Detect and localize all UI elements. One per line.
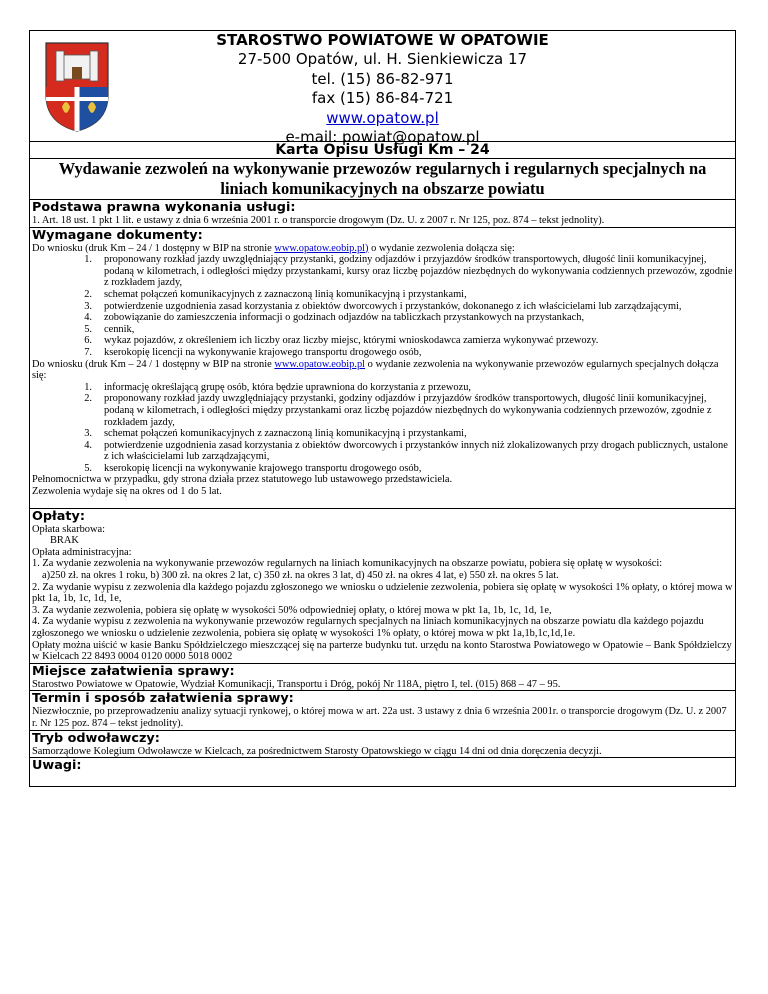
list-item-number: 3. [84,300,92,312]
bip-link[interactable]: www.opatow.eobip.pl) [274,242,369,254]
document-list-item [32,254,733,289]
header [30,31,735,147]
documents-list-2 [32,382,733,475]
list-item-number: 4. [84,439,92,451]
list-item-text: wykaz pojazdów, z określeniem ich liczby oraz liczby miejsc, którymi wnioskodawca zamierza wykonywać przewozy. [104,335,599,347]
bip-link[interactable]: www.opatow.eobip.pl [274,358,366,370]
list-item-text: proponowany rozkład jazdy uwzględniający przystanki, godziny odjazdów i przyjazdów środków transportowych, długość linii komunikacyjnej, podaną w kilometrach, i odległości między przystankami oraz liczbę pojazdów niezbędnych do wykonywania codziennych przewozów, zgodnie z rozkładem jazdy, [104,393,712,428]
section-documents [30,227,735,508]
card-title: Karta Opisu Usługi Km – 24 [30,141,735,158]
list-item-number: 2. [84,393,92,405]
section-deadline [30,690,735,729]
list-item-text: zobowiązanie do zamieszczenia informacji o godzinach odjazdów na tabliczkach przystankowych na przystankach, [104,312,585,324]
document-list-item [32,301,733,313]
document-list-item [32,312,733,324]
document-list-item [32,463,733,475]
list-item-text: potwierdzenie uzgodnienia zasad korzystania z obiektów dworcowych i przystanków, dokonanego z ich właścicielami lub zarządzającymi, [104,300,682,312]
document-frame [29,30,736,787]
fee-item: 3. Za wydanie zezwolenia, pobiera się opłatę w wysokości 50% odpowiedniej opłaty, o której mowa w pkt 1a, 1b, 1c, 1d, 1e, [32,604,552,616]
section-heading: Tryb odwoławczy: [32,730,160,746]
office-fax: fax (15) 86-84-721 [311,89,454,108]
document-list-item [32,382,733,394]
documents-list-1 [32,254,733,358]
website-link[interactable]: www.opatow.pl [326,108,439,127]
document-list-item [32,393,733,428]
documents-intro-1: Do wniosku (druk Km – 24 / 1 dostępny w BIP na stronie www.opatow.eobip.pl) o wydanie zezwolenia dołącza się: [32,242,515,254]
service-title: Wydawanie zezwoleń na wykonywanie przewozów regularnych i regularnych specjalnych na liniach komunikacyjnych na obszarze powiatu [30,158,735,199]
list-item-number: 5. [84,323,92,335]
list-item-number: 5. [84,462,92,474]
list-item-text: informację określającą grupę osób, która będzie uprawniona do korzystania z przewozu, [104,381,471,393]
list-item-text: schemat połączeń komunikacyjnych z zaznaczoną linią komunikacyjną i przystankami, [104,288,467,300]
fee-item: 1. Za wydanie zezwolenia na wykonywanie przewozów regularnych na liniach komunikacyjnych na obszarze powiatu, pobiera się opłatę w wysokości: [32,558,663,570]
section-legal-basis [30,199,735,227]
list-item-number: 3. [84,428,92,440]
section-remarks [30,757,735,786]
section-appeal [30,730,735,758]
document-list-item [32,347,733,359]
section-fees [30,508,735,663]
list-item-number: 4. [84,312,92,324]
section-heading: Opłaty: [32,508,85,524]
documents-note: Zezwolenia wydaje się na okres od 1 do 5 lat. [32,486,222,498]
document-list-item [32,289,733,301]
documents-intro-2: Do wniosku (druk Km – 24 / 1 dostępny w BIP na stronie www.opatow.eobip.pl o wydanie zezwolenia na wykonywanie przewozów egularnych specjalnych dołącza się: [32,358,719,382]
office-address: 27-500 Opatów, ul. H. Sienkiewicza 17 [237,50,528,69]
section-heading: Termin i sposób załatwienia sprawy: [32,691,294,707]
list-item-number: 6. [84,335,92,347]
office-info [30,31,735,147]
list-item-number: 7. [84,346,92,358]
place-text: Starostwo Powiatowe w Opatowie, Wydział Komunikacji, Transportu i Dróg, pokój Nr 118A, piętro I, tel. (015) 868 – 47 – 95. [32,678,561,690]
list-item-text: potwierdzenie uzgodnienia zasad korzystania z obiektów dworcowych i przystanków innych niż zlokalizowanych przy drogach publicznych, ustalone z ich właścicielami lub zarządzającymi, [104,439,728,463]
list-item-text: kserokopię licencji na wykonywanie krajowego transportu drogowego osób, [104,346,422,358]
list-item-text: proponowany rozkład jazdy uwzględniający przystanki, godziny odjazdów i przyjazdów środków transportowych, długość linii komunikacyjnej, podaną w kilometrach, i odległości między przystankami, kursy oraz liczbę pojazdów niezbędnych do wykonywania codziennych przewozów, zgodnie z rozkładem jazdy, [104,254,733,289]
list-item-number: 1. [84,381,92,393]
fee-payment-info: Opłaty można uiścić w kasie Banku Spółdzielczego mieszczącej się na parterze budynku tut. urzędu na konto Starostwa Powiatowego w Opatowie – Bank Spółdzielczy w Kielcach 22 8493 0004 0120 0000 5018 0002 [32,639,732,663]
document-list-item [32,440,733,463]
office-phone: tel. (15) 86-82-971 [311,69,454,88]
legal-basis-text: 1. Art. 18 ust. 1 pkt 1 lit. e ustawy z dnia 6 września 2001 r. o transporcie drogowym (Dz. U. z 2007 r. Nr 125, poz. 874 – tekst jednolity). [32,215,605,226]
office-email: e-mail: powiat@opatow.pl [285,128,480,147]
documents-note: Pełnomocnictwa w przypadku, gdy strona działa przez statutowego lub ustawowego przedstawiciela. [32,474,453,486]
appeal-text: Samorządowe Kolegium Odwoławcze w Kielcach, za pośrednictwem Starosty Opatowskiego w ciągu 14 dni od dnia doręczenia decyzji. [32,745,602,757]
fee-item: 4. Za wydanie wypisu z zezwolenia na wykonywanie przewozów regularnych specjalnych na liniach komunikacyjnych na obszarze powiatu dla każdego pojazdu zgłoszonego we wniosku o udzielenie zezwolenia, pobiera się opłatę w wysokości 1% opłaty, o której mowa w pkt 1a,1b,1c,1d,1e. [32,616,704,639]
list-item-number: 2. [84,288,92,300]
stamp-fee-value: BRAK [50,535,79,547]
admin-fee-label: Opłata administracyjna: [32,546,132,558]
list-item-number: 1. [84,254,92,266]
office-name: STAROSTWO POWIATOWE W OPATOWIE [216,31,549,49]
section-heading: Uwagi: [32,758,82,774]
list-item-text: kserokopię licencji na wykonywanie krajowego transportu drogowego osób, [104,462,422,474]
document-list-item [32,428,733,440]
section-heading: Miejsce załatwienia sprawy: [32,663,235,679]
fee-item: a)250 zł. na okres 1 roku, b) 300 zł. na okres 2 lat, c) 350 zł. na okres 3 lat, d) 450 zł. na okres 4 lat, e) 550 zł. na okres 5 lat. [42,570,559,582]
section-place [30,663,735,691]
list-item-text: schemat połączeń komunikacyjnych z zaznaczoną linią komunikacyjną i przystankami, [104,428,467,440]
section-heading: Podstawa prawna wykonania usługi: [32,200,296,215]
stamp-fee-label: Opłata skarbowa: [32,523,105,535]
list-item-text: cennik, [104,323,135,335]
section-heading: Wymagane dokumenty: [32,227,203,243]
deadline-text: Niezwłocznie, po przeprowadzeniu analizy sytuacji rynkowej, o której mowa w art. 22a ust. 3 ustawy z dnia 6 września 2001r. o transporcie drogowym (Dz. U. z 2007 r. Nr 125 poz. 874 – tekst jednolity). [32,706,727,729]
document-list-item [32,324,733,336]
fee-item: 2. Za wydanie wypisu z zezwolenia dla każdego pojazdu zgłoszonego we wniosku o udzielenie zezwolenia, pobiera się opłatę w wysokości 1% opłaty, o której mowa w pkt 1a, 1b, 1c, 1d, 1e, [32,581,733,605]
document-list-item [32,335,733,347]
